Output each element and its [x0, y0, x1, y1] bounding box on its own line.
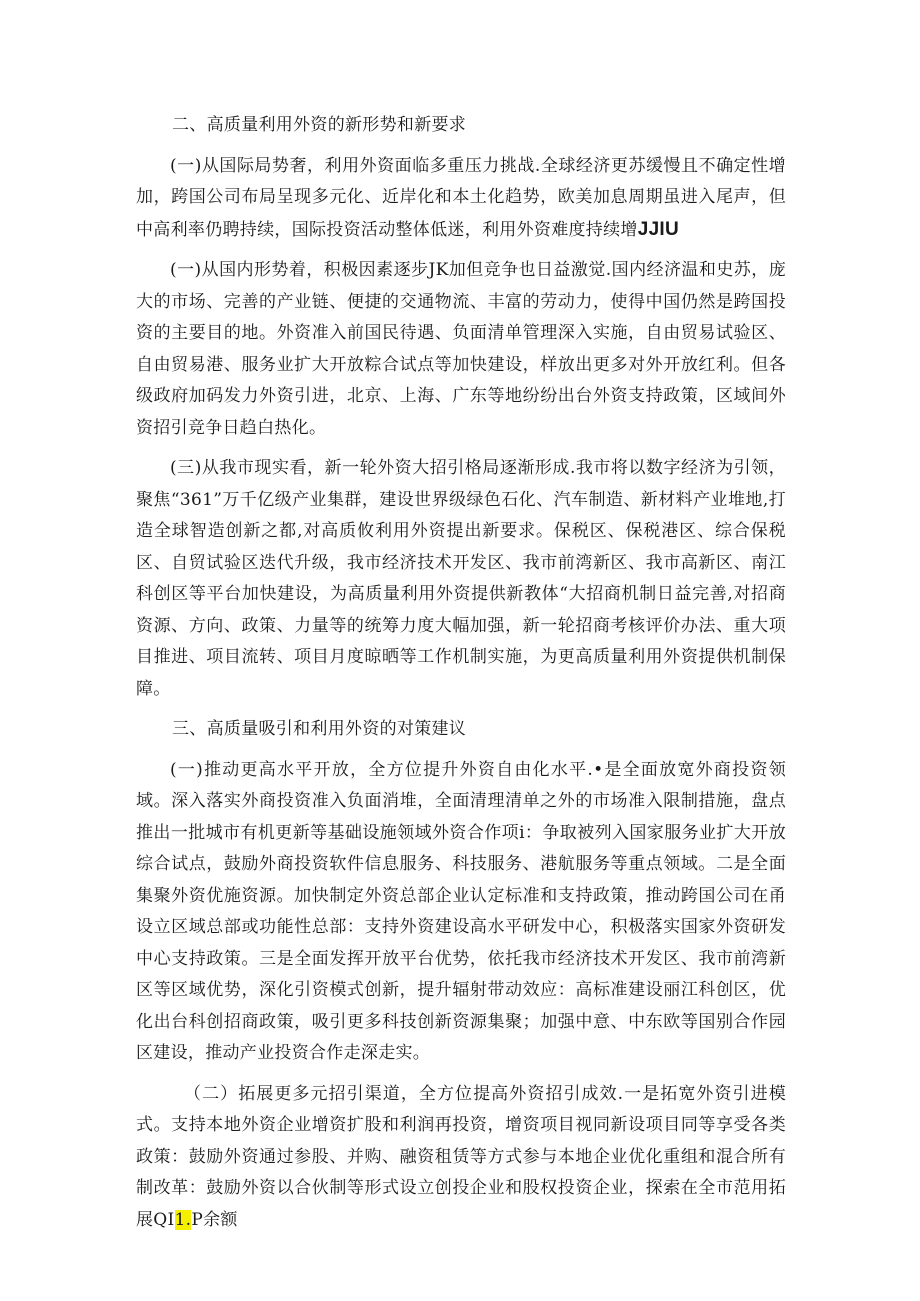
- paragraph-text: （二）拓展更多元招引渠道，全方位提高外资招引成效.一是拓宽外资引进模式。支持本地外资企业增资扩股和利润再投资，增资项目视同新设项目同等享受各类政策：鼓励外资通过参股、并购、融资租赁等方式参与本地企业优化重组和混合所有制改革：鼓励外资以合伙制等形式设立创投企业和股权投资企业，探索在全市范用拓展QI: [136, 1083, 786, 1230]
- highlighted-text: 1.: [174, 1209, 192, 1230]
- section-2-paragraph-2: (一)从国内形势着，积极因素逐步JK加但竞争也日益激觉.国内经济温和史苏，庞大的市场、完善的产业链、便捷的交通物流、丰富的劳动力，使得中国仍然是跨国投资的主要目的地。外资准入前国民待遇、负面清单管理深入实施，自由贸易试验区、自由贸易港、服务业扩大开放粽合试点等加快建设，样放出更多对外开放红利。但各级政府加码发力外资引进，北京、上海、广东等地纷纷出台外资支持政策，区域间外资招引竞争日趋白热化。: [136, 260, 786, 438]
- garbled-text: JJIU: [637, 218, 680, 240]
- section-3-paragraph-1: (一)推动更高水平开放，全方位提升外资自由化水平.•是全面放宽外商投资领域。深入落实外商投资准入负面消堆，全面清理清单之外的市场准入限制措施，盘点推出一批城市有机更新等基础设施领域外资合作项i：争取被列入国家服务业扩大开放综合试点，鼓励外商投资软件信息服务、科技服务、港航服务等重点领域。二是全面集聚外资优施资源。加快制定外资总部企业认定标准和支持政策，推动跨国公司在甬设立区域总部或功能性总部：支持外资建设高水平研发中心，积极落实国家外资研发中心支持政策。三是全面发挥开放平台优势，依托我市经济技术开发区、我市前湾新区等区域优势，深化引资模式创新，提升辐射带动效应：高标准建设丽江科创区，优化出台科创招商政策，吸引更多科技创新资源集聚；加强中意、中东欧等国别合作园区建设，推动产业投资合作走深走实。: [136, 759, 786, 1063]
- section-2-paragraph-1: [136, 151, 786, 247]
- paragraph-text-tail: P余额: [191, 1209, 238, 1230]
- document-page: [136, 110, 786, 1245]
- section-2-paragraph-3: (三)从我市现实看，新一轮外资大招引格局逐渐形成.我市将以数字经济为引领，聚焦“361”万千亿级产业集群，建设世界级绿色石化、汽车制造、新材料产业堆地,打造全球智造创新之都,对高质攸利用外资提出新要求。保税区、保税港区、综合保税区、自贸试验区迭代升级，我市经济技术开发区、我市前湾新区、我市高新区、南江科创区等平台加快建设，为高质量利用外资提供新教体“大招商机制日益完善,对招商资源、方向、政策、力量等的统筹力度大幅加强，新一轮招商考核评价办法、重大项目推进、项目流转、项目月度晾晒等工作机制实施，为更高质量利用外资提供机制保障。: [136, 458, 786, 699]
- section-2-heading: 二、高质量利用外资的新形势和新要求: [172, 115, 467, 135]
- paragraph-text: (一)从国际局势奢，利用外资面临多重压力挑战.全球经济更苏缓慢且不确定性增加，跨国公司布局呈现多元化、近岸化和本土化趋势，欧美加息周期虽进入尾声，但中高利率仍聘持续，国际投资活动整体低迷，利用外资难度持续增: [136, 155, 786, 240]
- section-3-heading: 三、高质量吸引和利用外资的对策建议: [172, 719, 467, 739]
- section-3-paragraph-2: [136, 1079, 786, 1237]
